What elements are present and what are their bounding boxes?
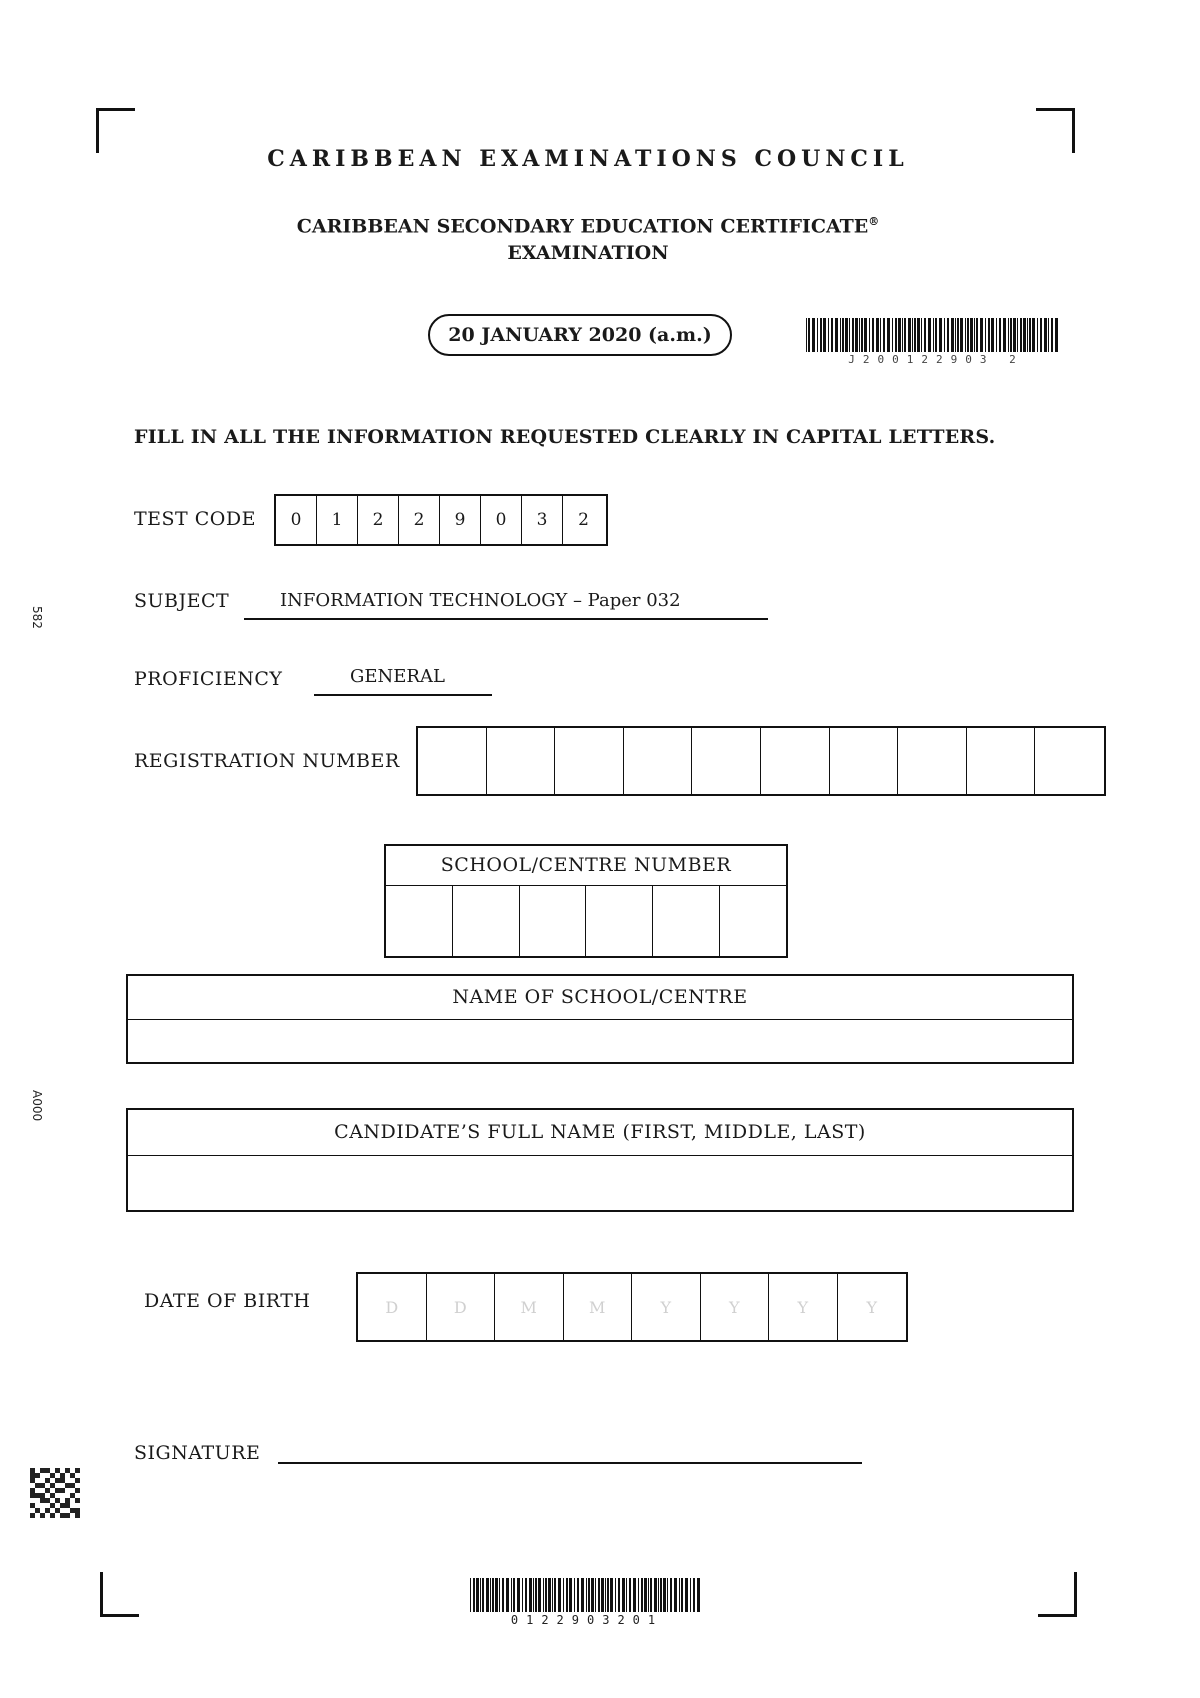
barcode-bar [1044, 318, 1047, 352]
barcode-bar [831, 318, 833, 352]
candidate-name-block [126, 1108, 1074, 1212]
barcode-bar [965, 318, 966, 352]
barcode-bar [1010, 318, 1012, 352]
barcode-bar [648, 1578, 649, 1612]
barcode-bar [486, 1578, 489, 1612]
barcode-bar [974, 318, 975, 352]
subject-label: SUBJECT [134, 590, 230, 612]
corner-mark-bottom-left [100, 1572, 139, 1617]
barcode-bar [892, 318, 893, 352]
barcode-bar [697, 1578, 700, 1612]
barcode-bar [924, 318, 926, 352]
registration-number-boxes [416, 726, 1106, 796]
bottom-barcode-bars [470, 1578, 704, 1612]
school-name-label: NAME OF SCHOOL/CENTRE [128, 976, 1072, 1020]
barcode-bar [996, 318, 997, 352]
test-code-digit: 2 [399, 496, 440, 544]
school-name-block [126, 974, 1074, 1064]
barcode-bar [543, 1578, 544, 1612]
date-of-birth-box[interactable]: D [427, 1274, 496, 1340]
top-barcode-bars [806, 318, 1066, 352]
school-centre-number-box[interactable] [386, 886, 453, 956]
registration-number-box[interactable] [967, 728, 1036, 794]
barcode-bar [548, 1578, 551, 1612]
barcode-bar [991, 318, 994, 352]
barcode-bar [980, 318, 983, 352]
barcode-bar [933, 318, 934, 352]
qr-code-icon [30, 1468, 80, 1518]
test-code-digit: 0 [276, 496, 317, 544]
test-code-digit: 2 [578, 510, 589, 530]
barcode-bar [817, 318, 818, 352]
barcode-bar [898, 318, 901, 352]
barcode-bar [490, 1578, 491, 1612]
date-of-birth-label: DATE OF BIRTH [144, 1290, 311, 1312]
barcode-bar [1003, 318, 1006, 352]
barcode-bar [482, 1578, 484, 1612]
barcode-bar [806, 318, 807, 352]
top-barcode [806, 318, 1066, 366]
school-centre-number-box[interactable] [653, 886, 720, 956]
barcode-bar [864, 318, 867, 352]
registration-number-box[interactable] [418, 728, 487, 794]
barcode-bar [506, 1578, 509, 1612]
barcode-bar [525, 1578, 527, 1612]
instruction-text: FILL IN ALL THE INFORMATION REQUESTED CLEARLY IN CAPITAL LETTERS. [134, 426, 996, 448]
barcode-bar [988, 318, 990, 352]
barcode-bar [533, 1578, 534, 1612]
barcode-bar [812, 318, 815, 352]
barcode-bar [849, 318, 850, 352]
council-title: CARIBBEAN EXAMINATIONS COUNCIL [267, 146, 909, 172]
barcode-bar [1027, 318, 1028, 352]
registration-number-box[interactable] [898, 728, 967, 794]
barcode-bar [685, 1578, 688, 1612]
barcode-bar [1032, 318, 1035, 352]
barcode-bar [999, 318, 1001, 352]
barcode-bar [985, 318, 986, 352]
barcode-bar [674, 1578, 677, 1612]
barcode-bar [511, 1578, 512, 1612]
date-of-birth-box[interactable]: Y [701, 1274, 770, 1340]
barcode-bar [1040, 318, 1042, 352]
barcode-bar [1048, 318, 1049, 352]
school-centre-number-boxes [386, 886, 786, 956]
barcode-bar [693, 1578, 695, 1612]
proficiency-label: PROFICIENCY [134, 668, 283, 690]
barcode-bar [887, 318, 890, 352]
barcode-bar [529, 1578, 532, 1612]
signature-label: SIGNATURE [134, 1442, 261, 1464]
barcode-bar [581, 1578, 584, 1612]
date-of-birth-boxes [356, 1272, 908, 1342]
barcode-bar [495, 1578, 498, 1612]
barcode-bar [522, 1578, 523, 1612]
barcode-bar [588, 1578, 590, 1612]
barcode-bar [644, 1578, 647, 1612]
barcode-bar [470, 1578, 471, 1612]
test-code-digit: 3 [522, 496, 563, 544]
barcode-bar [586, 1578, 587, 1612]
barcode-bar [663, 1578, 666, 1612]
barcode-bar [601, 1578, 604, 1612]
barcode-bar [679, 1578, 680, 1612]
barcode-bar [492, 1578, 494, 1612]
barcode-bar [859, 318, 860, 352]
barcode-bar [618, 1578, 620, 1612]
test-code-label: TEST CODE [134, 508, 256, 530]
barcode-bar [852, 318, 854, 352]
barcode-bar [921, 318, 922, 352]
registration-number-box[interactable] [1035, 728, 1104, 794]
barcode-bar [970, 318, 973, 352]
barcode-bar [1037, 318, 1038, 352]
barcode-bar [690, 1578, 691, 1612]
barcode-bar [622, 1578, 625, 1612]
barcode-bar [626, 1578, 627, 1612]
barcode-bar [883, 318, 885, 352]
barcode-bar [939, 318, 942, 352]
barcode-bar [1023, 318, 1026, 352]
barcode-bar [845, 318, 848, 352]
barcode-bar [563, 1578, 564, 1612]
barcode-bar [840, 318, 841, 352]
barcode-bar [574, 1578, 575, 1612]
barcode-bar [670, 1578, 672, 1612]
barcode-bar [615, 1578, 616, 1612]
registration-number-box[interactable] [487, 728, 556, 794]
registration-number-box[interactable] [830, 728, 899, 794]
barcode-bar [552, 1578, 553, 1612]
barcode-bar [502, 1578, 504, 1612]
barcode-bar [914, 318, 916, 352]
barcode-bar [880, 318, 881, 352]
barcode-bar [660, 1578, 662, 1612]
barcode-bar [554, 1578, 556, 1612]
test-code-digit: 2 [358, 496, 399, 544]
top-barcode-number: J200122903 2 [848, 353, 1024, 366]
school-centre-number-box[interactable] [520, 886, 587, 956]
school-centre-number-block [384, 844, 788, 958]
barcode-bar [595, 1578, 596, 1612]
barcode-bar [835, 318, 838, 352]
barcode-bar [1051, 318, 1053, 352]
barcode-bar [955, 318, 956, 352]
corner-mark-bottom-right [1038, 1572, 1077, 1617]
registration-number-box[interactable] [692, 728, 761, 794]
barcode-bar [861, 318, 863, 352]
barcode-bar [869, 318, 870, 352]
barcode-bar [967, 318, 969, 352]
barcode-bar [641, 1578, 643, 1612]
barcode-bar [638, 1578, 639, 1612]
barcode-bar [902, 318, 903, 352]
barcode-bar [912, 318, 913, 352]
barcode-bar [1055, 318, 1058, 352]
barcode-bar [1008, 318, 1009, 352]
school-centre-number-box[interactable] [453, 886, 520, 956]
barcode-bar [566, 1578, 568, 1612]
barcode-bar [569, 1578, 572, 1612]
barcode-bar [577, 1578, 579, 1612]
side-code-upper: 582 [30, 606, 44, 629]
candidate-name-field[interactable] [128, 1156, 1072, 1210]
barcode-bar [667, 1578, 668, 1612]
barcode-bar [876, 318, 879, 352]
date-of-birth-box[interactable]: Y [769, 1274, 838, 1340]
registration-number-label: REGISTRATION NUMBER [134, 750, 400, 772]
side-code-lower: A000 [30, 1090, 44, 1122]
date-of-birth-box[interactable]: Y [632, 1274, 701, 1340]
registration-number-box[interactable] [624, 728, 693, 794]
registration-number-box[interactable] [555, 728, 624, 794]
barcode-bar [960, 318, 963, 352]
barcode-bar [957, 318, 959, 352]
signature-line[interactable] [278, 1462, 862, 1464]
exam-date-badge [428, 314, 732, 356]
barcode-bar [558, 1578, 561, 1612]
school-centre-number-box[interactable] [720, 886, 786, 956]
barcode-bar [476, 1578, 479, 1612]
barcode-bar [650, 1578, 652, 1612]
bottom-barcode [470, 1578, 704, 1627]
barcode-bar [828, 318, 829, 352]
barcode-bar [607, 1578, 609, 1612]
test-code-digit: 1 [317, 496, 358, 544]
barcode-bar [820, 318, 822, 352]
bottom-barcode-number: 0122903201 [510, 1613, 664, 1627]
barcode-bar [1013, 318, 1016, 352]
exam-date: 20 JANUARY 2020 (a.m.) [448, 324, 712, 346]
test-code-boxes [274, 494, 608, 546]
barcode-bar [823, 318, 826, 352]
barcode-bar [681, 1578, 683, 1612]
candidate-name-label: CANDIDATE’S FULL NAME (FIRST, MIDDLE, LAST) [128, 1110, 1072, 1156]
barcode-bar [513, 1578, 515, 1612]
barcode-bar [517, 1578, 520, 1612]
registration-number-box[interactable] [761, 728, 830, 794]
barcode-bar [976, 318, 978, 352]
date-of-birth-box[interactable]: D [358, 1274, 427, 1340]
barcode-bar [545, 1578, 547, 1612]
proficiency-field[interactable]: GENERAL [314, 666, 492, 696]
barcode-bar [629, 1578, 631, 1612]
barcode-bar [1017, 318, 1018, 352]
barcode-bar [895, 318, 897, 352]
barcode-bar [947, 318, 949, 352]
test-code-digit: 0 [481, 496, 522, 544]
barcode-bar [499, 1578, 500, 1612]
barcode-bar [855, 318, 858, 352]
barcode-bar [872, 318, 874, 352]
barcode-bar [808, 318, 810, 352]
subject-field[interactable]: INFORMATION TECHNOLOGY – Paper 032 [244, 590, 768, 620]
barcode-bar [598, 1578, 600, 1612]
date-of-birth-box[interactable]: M [564, 1274, 633, 1340]
school-name-field[interactable] [128, 1020, 1072, 1062]
certificate-title [0, 208, 1176, 267]
barcode-bar [935, 318, 937, 352]
barcode-bar [654, 1578, 657, 1612]
barcode-bar [605, 1578, 606, 1612]
barcode-bar [842, 318, 844, 352]
date-of-birth-box[interactable]: M [495, 1274, 564, 1340]
certificate-line-2: EXAMINATION [507, 242, 669, 265]
barcode-bar [473, 1578, 475, 1612]
barcode-bar [917, 318, 920, 352]
registered-mark: ® [868, 215, 880, 228]
barcode-bar [480, 1578, 481, 1612]
barcode-bar [944, 318, 945, 352]
school-centre-number-box[interactable] [586, 886, 653, 956]
test-code-digit: 9 [440, 496, 481, 544]
barcode-bar [908, 318, 911, 352]
barcode-bar [951, 318, 954, 352]
barcode-bar [1020, 318, 1022, 352]
school-centre-number-label: SCHOOL/CENTRE NUMBER [386, 846, 786, 886]
barcode-bar [928, 318, 931, 352]
date-of-birth-box[interactable]: Y [866, 1297, 878, 1317]
barcode-bar [633, 1578, 636, 1612]
barcode-bar [610, 1578, 613, 1612]
barcode-bar [535, 1578, 537, 1612]
barcode-bar [1029, 318, 1031, 352]
barcode-bar [538, 1578, 541, 1612]
certificate-line-1: CARIBBEAN SECONDARY EDUCATION CERTIFICATE [296, 215, 869, 238]
barcode-bar [658, 1578, 659, 1612]
barcode-bar [591, 1578, 594, 1612]
barcode-bar [904, 318, 906, 352]
